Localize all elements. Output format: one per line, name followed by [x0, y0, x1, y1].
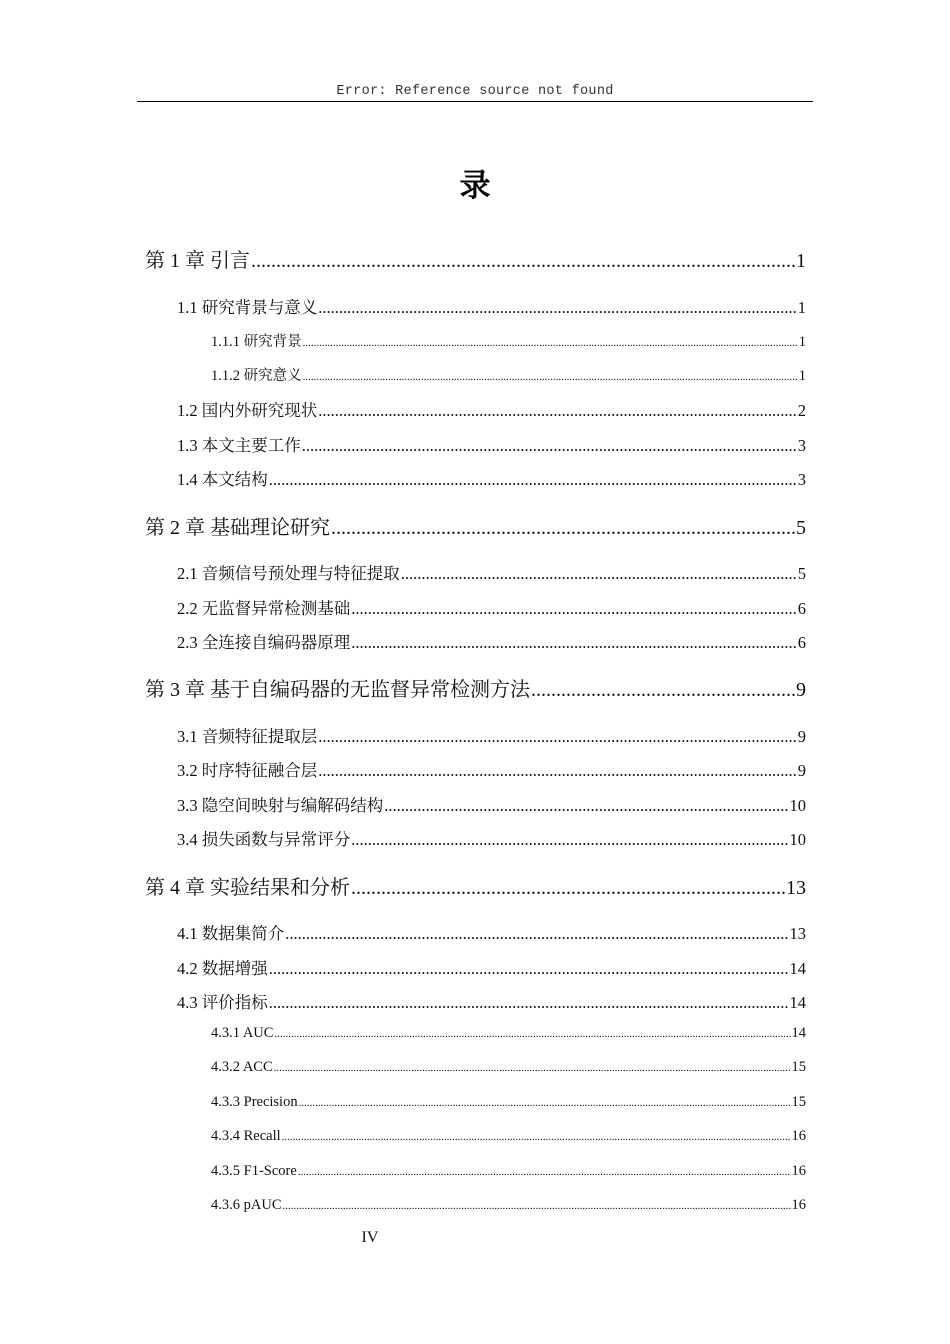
dot-leader	[303, 371, 798, 383]
page-number: IV	[361, 1229, 379, 1246]
dot-leader	[401, 564, 797, 584]
toc-section-1-1[interactable]: 1.1 研究背景与意义 ..... 1	[177, 294, 806, 318]
dot-leader	[303, 337, 798, 349]
toc-subsection-1-1-2[interactable]: 1.1.2 研究意义 ..... 1	[211, 364, 806, 385]
toc-subsection-4-3-1[interactable]: 4.3.1 AUC ..... 14	[211, 1025, 806, 1042]
dot-leader	[331, 517, 795, 540]
dot-leader	[285, 924, 788, 944]
toc-subsection-4-3-5[interactable]: 4.3.5 F1-Score ..... 16	[211, 1163, 806, 1180]
toc-chapter-3[interactable]: 第 3 章 基于自编码器的无监督异常检测方法 ..... 9	[145, 673, 806, 702]
toc-subsection-4-3-6[interactable]: 4.3.6 pAUC ..... 16	[211, 1197, 806, 1214]
dot-leader	[351, 599, 797, 619]
dot-leader	[283, 1200, 791, 1212]
dot-leader	[269, 470, 797, 490]
toc-subsection-4-3-2[interactable]: 4.3.2 ACC ..... 15	[211, 1059, 806, 1076]
dot-leader	[302, 436, 797, 456]
toc-section-1-3[interactable]: 1.3 本文主要工作 ..... 3	[177, 432, 806, 456]
toc-section-1-4[interactable]: 1.4 本文结构 ..... 3	[177, 466, 806, 490]
dot-leader	[282, 1131, 791, 1143]
dot-leader	[299, 1097, 791, 1109]
dot-leader	[318, 761, 797, 781]
dot-leader	[274, 1062, 791, 1074]
toc-section-3-2[interactable]: 3.2 时序特征融合层 ..... 9	[177, 757, 806, 781]
toc-chapter-1[interactable]: 第 1 章 引言 ..... 1	[145, 244, 806, 273]
toc-section-4-1[interactable]: 4.1 数据集简介 ..... 13	[177, 920, 806, 944]
toc-section-2-2[interactable]: 2.2 无监督异常检测基础 ..... 6	[177, 595, 806, 619]
toc-section-3-3[interactable]: 3.3 隐空间映射与编解码结构 ..... 10	[177, 792, 806, 816]
dot-leader	[269, 993, 789, 1013]
dot-leader	[298, 1166, 791, 1178]
dot-leader	[274, 1028, 790, 1040]
toc-section-1-2[interactable]: 1.2 国内外研究现状 ..... 2	[177, 397, 806, 421]
toc-title: 录	[459, 168, 491, 204]
dot-leader	[531, 679, 795, 702]
dot-leader	[269, 959, 789, 979]
toc-section-2-1[interactable]: 2.1 音频信号预处理与特征提取 ..... 5	[177, 560, 806, 584]
toc-subsection-1-1-1[interactable]: 1.1.1 研究背景 ..... 1	[211, 330, 806, 351]
toc-chapter-2[interactable]: 第 2 章 基础理论研究 ..... 5	[145, 511, 806, 540]
page-header: Error: Reference source not found	[336, 84, 614, 99]
toc-section-4-2[interactable]: 4.2 数据增强 ..... 14	[177, 955, 806, 979]
dot-leader	[351, 830, 788, 850]
dot-leader	[251, 250, 795, 273]
toc-section-4-3[interactable]: 4.3 评价指标 ..... 14	[177, 989, 806, 1013]
dot-leader	[318, 298, 797, 318]
dot-leader	[318, 401, 797, 421]
dot-leader	[351, 877, 785, 900]
dot-leader	[318, 727, 797, 747]
toc-chapter-4[interactable]: 第 4 章 实验结果和分析 ..... 13	[145, 871, 806, 900]
toc-section-3-1[interactable]: 3.1 音频特征提取层 ..... 9	[177, 723, 806, 747]
dot-leader	[351, 633, 797, 653]
dot-leader	[384, 796, 788, 816]
toc-section-3-4[interactable]: 3.4 损失函数与异常评分 ..... 10	[177, 826, 806, 850]
toc-subsection-4-3-3[interactable]: 4.3.3 Precision ..... 15	[211, 1094, 806, 1111]
toc-subsection-4-3-4[interactable]: 4.3.4 Recall ..... 16	[211, 1128, 806, 1145]
toc-section-2-3[interactable]: 2.3 全连接自编码器原理 ..... 6	[177, 629, 806, 653]
